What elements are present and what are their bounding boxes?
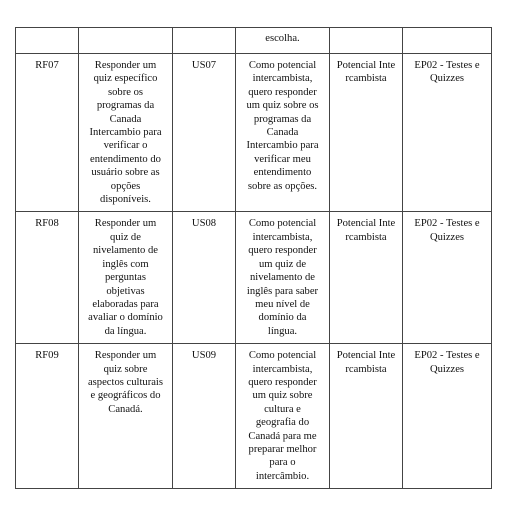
requirement-text: Responder um quiz de nivelamento de inglês com perguntas objetivas elaboradas para avaliar o domínio da língua. (88, 218, 163, 337)
actor-cell (330, 54, 403, 212)
epic-cell: EP02 - Testes e Quizzes (403, 212, 492, 344)
user-story-text: Como potencial intercambista, quero responder um quiz de nivelamento de inglês para saber meu nível de domínio da língua. (246, 218, 319, 337)
actor-text: Potencial Intercambista (336, 350, 396, 375)
req-id-cell: RF09 (16, 344, 79, 489)
actor-cell (330, 28, 403, 54)
epic-cell: EP02 - Testes e Quizzes (403, 54, 492, 212)
requirement-cell (79, 212, 173, 344)
user-story-text: Como potencial intercambista, quero responder um quiz sobre os programas da Canada Intercambio para verificar meu entendimento sobre as opções. (246, 60, 319, 192)
us-id-cell: US08 (173, 212, 236, 344)
requirement-cell (79, 54, 173, 212)
user-story-cell (236, 212, 330, 344)
actor-cell (330, 344, 403, 489)
actor-cell (330, 212, 403, 344)
us-id-cell: US07 (173, 54, 236, 212)
requirement-text: Responder um quiz sobre aspectos culturais e geográficos do Canadá. (87, 350, 163, 415)
actor-text: Potencial Intercambista (336, 60, 396, 85)
requirement-cell (79, 28, 173, 54)
req-id-cell: RF08 (16, 212, 79, 344)
user-story-cell: escolha. (236, 28, 330, 54)
actor-text: Potencial Intercambista (336, 218, 396, 243)
user-story-text: Como potencial intercambista, quero responder um quiz sobre cultura e geografia do Canadá para me preparar melhor para o intercâmbio. (248, 350, 317, 482)
user-story-cell (236, 54, 330, 212)
table-row (16, 344, 492, 489)
us-id-cell (173, 28, 236, 54)
us-id-cell: US09 (173, 344, 236, 489)
epic-cell: EP02 - Testes e Quizzes (403, 344, 492, 489)
user-story-cell (236, 344, 330, 489)
requirements-table (15, 27, 492, 489)
table-row (16, 54, 492, 212)
requirement-text: Responder um quiz específico sobre os programas da Canada Intercambio para verificar o entendimento do usuário sobre as opções disponíveis. (89, 60, 162, 206)
table-row (16, 212, 492, 344)
continuation-row (16, 28, 492, 54)
req-id-cell: RF07 (16, 54, 79, 212)
req-id-cell (16, 28, 79, 54)
epic-cell (403, 28, 492, 54)
requirement-cell (79, 344, 173, 489)
